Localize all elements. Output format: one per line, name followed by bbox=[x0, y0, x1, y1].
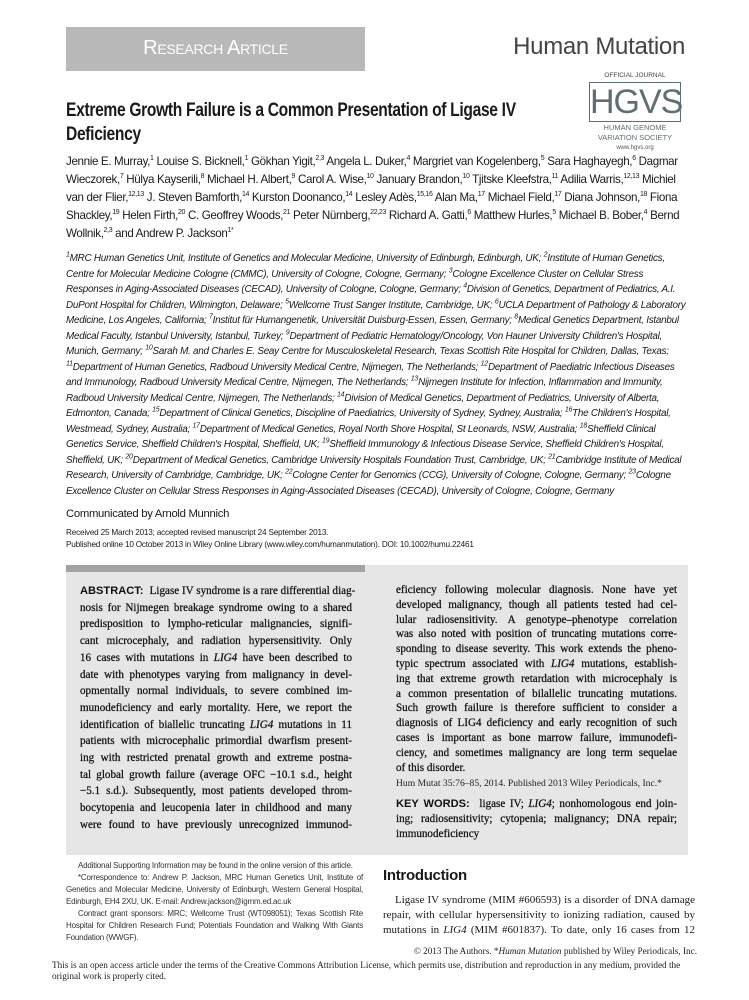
author-name: Peter Nürnberg, bbox=[293, 209, 371, 222]
text-segment: typic spectrum associated with bbox=[396, 657, 552, 670]
text-segment: Such growth failure is therefore sufficient to consider a bbox=[396, 702, 677, 715]
author bbox=[413, 155, 544, 168]
text-line bbox=[396, 761, 677, 776]
text-segment: of this disorder. bbox=[396, 761, 466, 774]
text-line bbox=[396, 716, 677, 731]
text-line bbox=[80, 616, 352, 633]
author bbox=[251, 155, 324, 168]
author bbox=[293, 209, 386, 222]
author bbox=[474, 209, 556, 222]
author-name: J. Steven Bamforth, bbox=[146, 191, 242, 204]
affiliation bbox=[193, 424, 578, 435]
author-affiliation-ref: 8 bbox=[200, 173, 205, 181]
text-segment: patients with microcephalic primordial dwarfism present- bbox=[80, 735, 352, 748]
introduction-heading: Introduction bbox=[383, 867, 467, 884]
front-matter bbox=[66, 98, 692, 550]
affiliation-text: Nijmegen Institute for Infection, Inflammation and Immunity, Radboud University Medical Centre, Nijmegen, The Netherlands; bbox=[66, 377, 663, 404]
text-segment: bocytopenia and leucopenia later in childhood and many bbox=[80, 802, 352, 815]
text-line bbox=[383, 893, 695, 908]
affiliation-text: Department of Medical Genetics, Cambridge University Hospitals Foundation Trust, Cambridge, UK; bbox=[132, 454, 546, 466]
author-name: Michael Field, bbox=[487, 191, 555, 204]
affiliation-text: Department of Medical Genetics, Royal North Shore Hospital, St Leonards, NSW, Australia; bbox=[199, 423, 578, 435]
text-segment: LIG4 bbox=[551, 657, 575, 670]
text-segment: was also noted with position of truncating mutations corre- bbox=[396, 628, 677, 641]
text-line bbox=[396, 812, 677, 827]
text-segment: cant microcephaly, and radiation hypersensitivity. Only bbox=[80, 635, 352, 648]
published-info: Published online 10 October 2013 in Wiley Online Library (www.wiley.com/humanmutation). DOI: 10.1002/humu.22461 bbox=[66, 539, 474, 549]
section-label: KEY WORDS: bbox=[396, 798, 480, 811]
text-line bbox=[80, 600, 352, 617]
author-name: Matthew Hurles, bbox=[473, 209, 553, 222]
author-name: Helen Firth, bbox=[122, 209, 178, 222]
affiliation-number: 18 bbox=[579, 422, 587, 430]
affiliation-number: 8 bbox=[514, 313, 518, 321]
author bbox=[122, 209, 185, 222]
affiliation-number: 2 bbox=[543, 251, 548, 259]
logo-society-1: HUMAN GENOME bbox=[603, 123, 667, 132]
author-affiliation-ref: 20 bbox=[177, 209, 186, 217]
affiliation-text: Department of Human Genetics, Radboud University Medical Centre, Nijmegen, The Netherlands; bbox=[72, 361, 479, 373]
text-segment: ligase IV; bbox=[479, 798, 529, 811]
affiliation bbox=[285, 470, 626, 481]
text-segment: ing that extreme growth retardation with microcephaly is bbox=[396, 672, 677, 685]
author bbox=[389, 209, 471, 222]
text-segment: opmentally normal individuals, to severe combined im- bbox=[80, 685, 352, 698]
affiliation-text: Sarah M. and Charles E. Seay Centre for Musculoskeletal Research, Texas Scottish Rite Hospital for Children, Dallas, Texas; bbox=[152, 346, 669, 357]
affiliation-text: Wellcome Trust Sanger Institute, Cambridge, UK; bbox=[288, 299, 493, 311]
license-text: This is an open access article under the terms of the Creative Commons Attribution License, which permits use, distribution and reproduction in any medium, provided the original work is properly cited. bbox=[52, 960, 681, 981]
affiliation-number: 3 bbox=[448, 267, 453, 275]
author bbox=[147, 191, 249, 204]
text-segment: ing; radiosensitivity; cytopenia; malignancy; DNA repair; bbox=[396, 813, 677, 826]
text-line bbox=[80, 733, 352, 750]
author-affiliation-ref: 17 bbox=[554, 191, 562, 199]
logo-mark: HGVS bbox=[590, 83, 683, 121]
author-affiliation-ref: 1 bbox=[150, 155, 154, 163]
text-segment: eficiency following molecular diagnosis. None have yet bbox=[396, 584, 677, 596]
affiliation-number: 15 bbox=[152, 406, 160, 414]
author-name: Fiona Shackley, bbox=[66, 191, 678, 222]
author-name: Tjitske Kleefstra, bbox=[472, 173, 552, 186]
author bbox=[564, 191, 647, 204]
author-name: Alan Ma, bbox=[434, 191, 478, 204]
author-affiliation-ref: 6 bbox=[632, 155, 636, 163]
abstract-right-column bbox=[396, 583, 677, 775]
copyright bbox=[414, 946, 697, 956]
section-label: ABSTRACT: bbox=[80, 585, 150, 597]
author bbox=[188, 209, 290, 222]
author bbox=[207, 173, 295, 186]
text-segment: a common presentation of bilallelic truncating mutations. bbox=[396, 687, 677, 700]
author-affiliation-ref: 7 bbox=[119, 173, 124, 181]
text-line bbox=[383, 908, 695, 923]
text-line bbox=[396, 672, 677, 687]
grant-note: Contract grant sponsors: MRC; Wellcome Trust (WT098051); Texas Scottish Rite Hospital for Children Research Fund; Potentials Foundation and Walking With Giants Foundation (WWGF). bbox=[66, 909, 363, 942]
affiliation-number: 21 bbox=[548, 453, 556, 461]
author-affiliation-ref: 1 bbox=[244, 155, 249, 163]
author-name: and Andrew P. Jackson bbox=[115, 227, 228, 240]
author bbox=[66, 155, 154, 168]
text-line bbox=[396, 583, 677, 598]
author bbox=[252, 191, 352, 204]
author-name: January Brandon, bbox=[376, 173, 463, 186]
text-line bbox=[396, 613, 677, 628]
abstract-left-column bbox=[80, 583, 356, 834]
text-line bbox=[80, 817, 352, 834]
author-name: Angela L. Duker, bbox=[326, 155, 407, 168]
text-segment: Ligase IV syndrome is a rare differential diag- bbox=[149, 585, 356, 597]
author-name: Bernd Wollnik, bbox=[66, 209, 680, 240]
affiliation-number: 22 bbox=[285, 468, 293, 476]
text-segment: developed malignancy, though all patients tested had cel- bbox=[396, 598, 677, 611]
author-affiliation-ref: 22,23 bbox=[370, 209, 387, 217]
text-segment: cases is important as bone marrow failure, immunodefi- bbox=[396, 731, 677, 744]
affiliation-text: Cologne Excellence Cluster on Cellular Stress Responses in Aging-Associated Diseases (CECAD), University of Cologne, Cologne, Germany; bbox=[66, 268, 644, 295]
author-affiliation-ref: 5 bbox=[540, 155, 545, 163]
text-segment: sponding to disease severity. This work extends the pheno- bbox=[396, 643, 677, 656]
text-segment: (MIM #601837). To date, only 16 cases from 12 bbox=[466, 924, 695, 936]
text-segment: lular radiosensitivity. A genotype–phenotype correlation bbox=[396, 613, 677, 626]
text-line bbox=[80, 700, 352, 717]
affiliation-number: 6 bbox=[494, 298, 499, 306]
copyright-post: published by Wiley Periodicals, Inc. bbox=[561, 946, 697, 956]
logo-url: www.hgvs.org bbox=[616, 145, 654, 151]
author-name: Gökhan Yigit, bbox=[250, 155, 316, 168]
citation: Hum Mutat 35:76–85, 2014. Published 2013 Wiley Periodicals, Inc.* bbox=[396, 778, 662, 790]
author-affiliation-ref: 19 bbox=[112, 209, 120, 217]
abstract-accent-bar bbox=[66, 565, 365, 572]
text-segment: diagnosis of LIG4 deficiency and early recognition of such bbox=[396, 717, 677, 730]
introduction-text bbox=[383, 893, 695, 938]
author-affiliation-ref: 17 bbox=[477, 191, 485, 199]
affiliation-number: 1 bbox=[66, 251, 70, 259]
author bbox=[156, 155, 248, 168]
affiliation-text: Cambridge Institute of Medical Research, University of Cambridge, Cambridge, UK; bbox=[66, 454, 682, 481]
logo-society-2: VARIATION SOCIETY bbox=[597, 133, 673, 142]
affiliation-text: Department of Clinical Genetics, Discipline of Paediatrics, University of Sydney, Sydney, Australia; bbox=[159, 408, 563, 419]
text-segment: nosis for Nijmegen breakage syndrome owing to a shared bbox=[80, 601, 352, 614]
author bbox=[488, 191, 562, 204]
communicated-by: Communicated by Arnold Munnich bbox=[66, 508, 230, 520]
section-label: Research Article bbox=[143, 37, 288, 59]
affiliation-text: Department of Paediatric Infectious Diseases and Immunology, Radboud University Medical Centre, Nijmegen, The Netherlands; bbox=[66, 361, 675, 388]
text-line bbox=[396, 657, 677, 672]
text-line bbox=[80, 783, 352, 800]
author-name: Michael H. Albert, bbox=[206, 173, 292, 186]
affiliation bbox=[152, 408, 562, 419]
text-segment: munodeficiency and early mortality. Here, we report the bbox=[80, 701, 352, 714]
author-name: Michiel van der Flier, bbox=[66, 173, 676, 204]
author-affiliation-ref: 12,13 bbox=[128, 191, 144, 199]
text-line bbox=[396, 797, 677, 812]
author-name: C. Geoffrey Woods, bbox=[187, 209, 284, 222]
author-affiliation-ref: 11 bbox=[551, 173, 559, 181]
affiliation-number: 10 bbox=[145, 344, 153, 352]
text-line bbox=[80, 717, 352, 734]
text-segment: Ligase IV syndrome (MIM #606593) is a disorder of DNA damage bbox=[395, 894, 695, 906]
author-affiliation-ref: 2,3 bbox=[103, 227, 113, 235]
text-segment: predisposition to lympho-reticular malignancies, signifi- bbox=[80, 618, 352, 631]
affiliation-number: 13 bbox=[410, 375, 419, 383]
affiliation-text: Sheffield Clinical Genetics Service, Sheffield Children's Hospital, Sheffield, UK; bbox=[66, 423, 656, 450]
text-line bbox=[80, 650, 352, 667]
affiliation-number: 9 bbox=[285, 329, 290, 337]
affiliation-number: 20 bbox=[125, 453, 133, 461]
affiliation-number: 16 bbox=[564, 406, 573, 414]
author bbox=[472, 173, 558, 186]
author-affiliation-ref: 21 bbox=[283, 209, 291, 217]
author-affiliation-ref: 9 bbox=[291, 173, 296, 181]
text-line bbox=[80, 750, 352, 767]
article-title: Extreme Growth Failure is a Common Presentation of Ligase IV Deficiency bbox=[66, 99, 516, 145]
text-line bbox=[396, 731, 677, 746]
copyright-pre: © 2013 The Authors. * bbox=[413, 946, 499, 956]
affiliation-number: 11 bbox=[66, 360, 73, 368]
author-affiliation-ref: 5 bbox=[552, 209, 556, 217]
affiliation-number: 14 bbox=[337, 391, 345, 399]
affiliation-text: Institut für Humangenetik, Universität Duisburg-Essen, Essen, Germany; bbox=[212, 315, 512, 326]
text-line bbox=[80, 583, 356, 600]
correspondence-note: *Correspondence to: Andrew P. Jackson, MRC Human Genetics Unit, Institute of Genetics and Molecular Medicine, University of Edinburgh, Western General Hospital, Edinburgh, EH4 2XU, UK. E-mail: Andrew.jackson@igmm.ed.ac.uk bbox=[66, 873, 363, 906]
text-segment: mutations, establish- bbox=[574, 657, 677, 670]
text-segment: LIG4 bbox=[213, 651, 238, 664]
author-name: Michael B. Bober, bbox=[558, 209, 644, 222]
affiliation-number: 19 bbox=[321, 437, 330, 445]
text-segment: LIG4 bbox=[249, 718, 274, 731]
abstract-right-area bbox=[396, 583, 677, 842]
author-affiliation-ref: 10 bbox=[366, 173, 374, 181]
author-affiliation-ref: 14 bbox=[345, 191, 353, 199]
author-name: Sara Haghayegh, bbox=[547, 155, 633, 168]
affiliation-number: 17 bbox=[192, 422, 200, 430]
author-affiliation-ref: 2,3 bbox=[315, 155, 325, 163]
author-affiliation-ref: 1* bbox=[227, 227, 234, 235]
text-line bbox=[80, 633, 352, 650]
author-name: Adilia Warris, bbox=[560, 173, 624, 186]
text-segment: ing with restricted prenatal growth and extreme postna- bbox=[80, 752, 352, 765]
author-affiliation-ref: 14 bbox=[241, 191, 250, 199]
affiliation-number: 23 bbox=[628, 468, 636, 476]
author-name: Carol A. Wise, bbox=[297, 173, 367, 186]
affiliation-text: Division of Medical Genetics, Department of Pediatrics, University of Alberta, Edmonton, Canada; bbox=[66, 392, 660, 419]
article-dates bbox=[66, 527, 692, 550]
text-segment: identification of biallelic truncating bbox=[80, 718, 250, 731]
author bbox=[326, 155, 410, 168]
text-segment: LIG4 bbox=[443, 924, 467, 936]
author-name: Diana Johnson, bbox=[564, 191, 640, 204]
author-affiliation-ref: 4 bbox=[643, 209, 648, 217]
text-line bbox=[396, 701, 677, 716]
author-name: Lesley Adès, bbox=[355, 191, 417, 204]
text-line bbox=[396, 687, 677, 702]
text-line bbox=[396, 642, 677, 657]
footnotes bbox=[66, 860, 363, 944]
text-segment: date with phenotypes varying from malignancy in devel- bbox=[80, 668, 352, 681]
author-affiliation-ref: 15,16 bbox=[416, 191, 433, 199]
text-segment: −5.1 s.d.). Subsequently, most patients developed throm- bbox=[80, 785, 352, 798]
author-name: Hülya Kayserili, bbox=[126, 173, 201, 186]
text-line bbox=[80, 667, 352, 684]
affiliations bbox=[66, 251, 692, 499]
affiliation bbox=[145, 346, 669, 357]
affiliation-text: Sheffield Immunology & Infectious Disease Service, Sheffield Children's Hospital, Sheffield, UK; bbox=[66, 439, 664, 466]
text-line bbox=[396, 598, 677, 613]
author bbox=[559, 209, 647, 222]
affiliation-text: Department of Pediatric Hematology/Oncology, Von Hauner University Children's Hospital, Munich, Germany; bbox=[66, 330, 663, 357]
affiliation-text: Division of Genetics, Department of Pediatrics, A.I. DuPont Hospital for Children, Wilmington, Delaware; bbox=[66, 284, 676, 311]
text-segment: repair, with cellular hypersensitivity to ionizing radiation, caused by bbox=[383, 909, 695, 921]
text-line bbox=[396, 827, 677, 842]
affiliation bbox=[125, 455, 545, 466]
author bbox=[355, 191, 432, 204]
text-line bbox=[396, 746, 677, 761]
text-segment: mutations in bbox=[383, 924, 444, 936]
text-segment: 16 cases with mutations in bbox=[80, 651, 214, 664]
affiliation-text: Cologne Center for Genomics (CCG), University of Cologne, Cologne, Germany; bbox=[292, 470, 627, 481]
keywords bbox=[396, 797, 677, 841]
author-name: Kurston Doonanco, bbox=[251, 191, 346, 204]
received-date: Received 25 March 2013; accepted revised manuscript 24 September 2013. bbox=[66, 528, 329, 537]
author bbox=[298, 173, 374, 186]
affiliation-number: 12 bbox=[480, 360, 488, 368]
author bbox=[115, 227, 233, 240]
affiliation-number: 5 bbox=[285, 298, 289, 306]
text-segment: have been described to bbox=[237, 651, 352, 664]
text-line bbox=[80, 800, 352, 817]
author bbox=[547, 155, 636, 168]
author-affiliation-ref: 10 bbox=[462, 173, 470, 181]
affiliation-text: Medical Genetics Department, Istanbul Medical Faculty, Istanbul University, Istanbul, Turkey; bbox=[66, 315, 679, 342]
author bbox=[126, 173, 204, 186]
affiliation bbox=[285, 300, 492, 311]
affiliation-text: MRC Human Genetics Unit, Institute of Genetics and Molecular Medicine, University of Edinburgh, Edinburgh, UK; bbox=[69, 253, 542, 264]
author bbox=[376, 173, 469, 186]
text-segment: mutations in 11 bbox=[273, 718, 352, 731]
author-name: Jennie E. Murray, bbox=[66, 155, 151, 168]
affiliation-number: 4 bbox=[463, 282, 467, 290]
affiliation bbox=[209, 315, 512, 326]
author-affiliation-ref: 18 bbox=[639, 191, 648, 199]
author-name: Margriet van Kogelenberg, bbox=[412, 155, 541, 168]
text-segment: LIG4 bbox=[528, 798, 552, 811]
text-line bbox=[80, 767, 352, 784]
text-segment: ; nonhomologous end join- bbox=[551, 798, 677, 811]
affiliation-number: 7 bbox=[208, 313, 213, 321]
text-segment: tal global growth failure (average OFC −10.1 s.d., height bbox=[80, 768, 352, 781]
supporting-info-note: Additional Supporting Information may be found in the online version of this article. bbox=[78, 861, 353, 870]
text-line bbox=[396, 627, 677, 642]
author-affiliation-ref: 6 bbox=[467, 209, 471, 217]
title-wrapper bbox=[66, 98, 566, 146]
author-name: Dagmar Wieczorek, bbox=[66, 155, 678, 186]
copyright-journal: Human Mutation bbox=[498, 946, 562, 956]
text-segment: ciency, and sometimes malignancy are long term sequelae bbox=[396, 746, 677, 759]
author-affiliation-ref: 4 bbox=[406, 155, 410, 163]
affiliation bbox=[66, 253, 541, 264]
author-affiliation-ref: 12,13 bbox=[623, 173, 640, 181]
text-segment: were found to have previously unrecognized immunod- bbox=[80, 818, 352, 831]
author bbox=[560, 173, 639, 186]
text-line bbox=[80, 683, 352, 700]
affiliation-text: UCLA Department of Pathology & Laboratory Medicine, Los Angeles, California; bbox=[66, 299, 686, 326]
section-banner bbox=[66, 27, 365, 71]
text-line bbox=[383, 923, 695, 938]
logo-official-journal: OFFICIAL JOURNAL bbox=[604, 72, 666, 79]
author-list bbox=[66, 153, 686, 243]
journal-name: Human Mutation bbox=[513, 33, 685, 60]
affiliation-text: Institute of Human Genetics, Centre for Molecular Medicine Cologne (CMMC), University of Cologne, Cologne, Germany; bbox=[66, 253, 665, 280]
text-segment: immunodeficiency bbox=[396, 827, 480, 840]
author-name: Richard A. Gatti, bbox=[388, 209, 468, 222]
affiliation bbox=[66, 362, 478, 373]
affiliation-text: The Children's Hospital, Westmead, Sydney, Australia; bbox=[66, 408, 671, 435]
author bbox=[435, 191, 485, 204]
author-name: Louise S. Bicknell, bbox=[156, 155, 245, 168]
affiliation-text: Cologne Excellence Cluster on Cellular Stress Responses in Aging-Associated Diseases (CECAD), University of Cologne, Cologne, Germany bbox=[66, 470, 671, 497]
